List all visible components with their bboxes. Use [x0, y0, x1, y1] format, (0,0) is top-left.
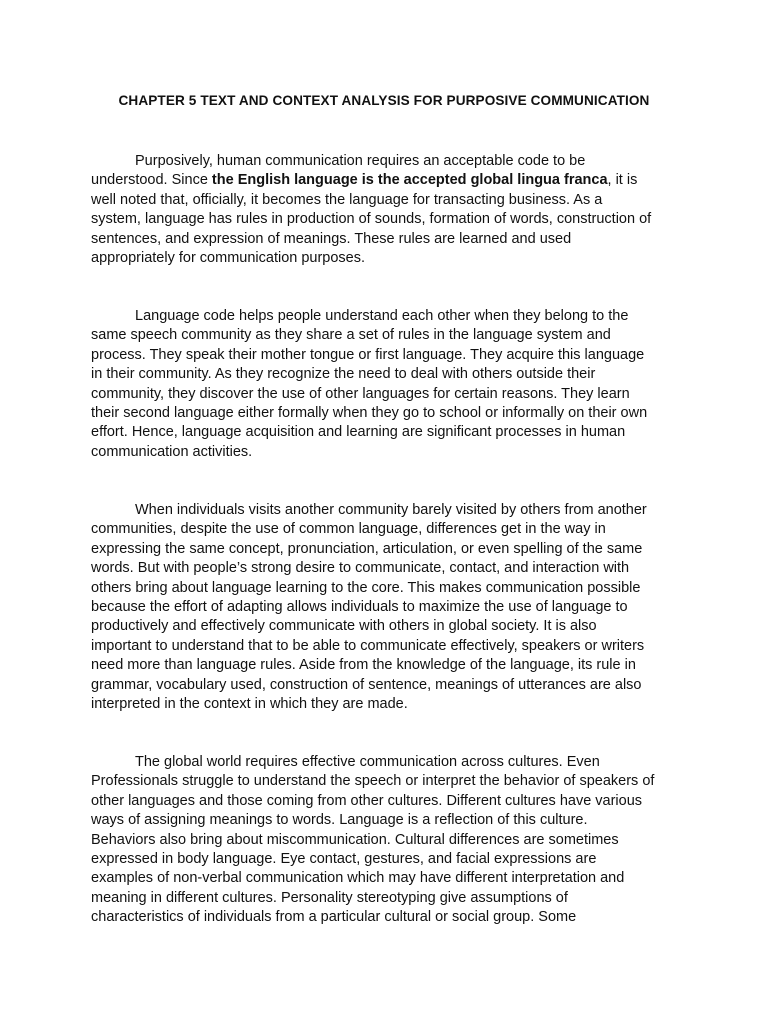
text-line: their second language either formally when they go to school or informally on their own: [91, 405, 648, 422]
text-line: The global world requires effective communication across cultures. Even: [135, 754, 600, 770]
text-line: appropriately for communication purposes.: [91, 250, 366, 267]
text-line: same speech community as they share a set of rules in the language system and: [91, 327, 611, 344]
text-line: expressed in body language. Eye contact, gestures, and facial expressions are: [91, 851, 597, 868]
paragraph-3: [91, 501, 647, 714]
text-line: communication activities.: [91, 443, 253, 460]
text-line: other languages and those coming from other cultures. Different cultures have various: [91, 792, 643, 809]
text-line: interpreted in the context in which they are made.: [91, 696, 408, 713]
text-line: meaning in different cultures. Personality stereotyping give assumptions of: [91, 889, 568, 906]
paragraph-1: [91, 152, 651, 268]
paragraph-4: [91, 753, 654, 928]
text-line: grammar, vocabulary used, construction of sentence, meanings of utterances are also: [91, 676, 642, 693]
text-line: because the effort of adapting allows individuals to maximize the use of language to: [91, 599, 628, 616]
text-line: Purposively, human communication requires an acceptable code to be: [135, 153, 586, 169]
bold-phrase: the English language is the accepted global lingua franca: [211, 172, 608, 189]
text-line: Professionals struggle to understand the speech or interpret the behavior of speakers of: [91, 773, 655, 790]
text-line: communities, despite the use of common language, differences get in the way in: [91, 521, 606, 538]
text-line: effort. Hence, language acquisition and learning are significant processes in human: [91, 424, 626, 441]
text-line: in their community. As they recognize the need to deal with others outside their: [91, 366, 596, 383]
text-line: When individuals visits another community barely visited by others from another: [135, 502, 647, 518]
text-line: ways of assigning meanings to words. Language is a reflection of this culture.: [91, 812, 588, 829]
text-line: others bring about language learning to the core. This makes communication possible: [91, 579, 641, 596]
paragraph-2: [91, 307, 647, 462]
text-line: characteristics of individuals from a particular cultural or social group. Some: [91, 909, 577, 926]
chapter-title: CHAPTER 5 TEXT AND CONTEXT ANALYSIS FOR PURPOSIVE COMMUNICATION: [118, 93, 650, 108]
text-line: process. They speak their mother tongue or first language. They acquire this language: [91, 346, 645, 363]
text-line: well noted that, officially, it becomes the language for transacting business. As a: [91, 191, 603, 208]
text-line: Language code helps people understand each other when they belong to the: [135, 308, 629, 324]
text-line: need more than language rules. Aside from the knowledge of the language, its rule in: [91, 657, 636, 674]
text-line: words. But with people’s strong desire to communicate, contact, and interaction with: [91, 560, 630, 577]
text-line: important to understand that to be able to communicate effectively, speakers or writers: [91, 637, 645, 654]
text-line: expressing the same concept, pronunciation, articulation, or even spelling of the same: [91, 540, 643, 557]
text-run: , it is: [607, 172, 638, 189]
text-run: understood. Since: [91, 172, 212, 189]
text-line: examples of non-verbal communication which may have different interpretation and: [91, 870, 625, 887]
text-line: sentences, and expression of meanings. These rules are learned and used: [91, 230, 572, 247]
text-line: [91, 171, 651, 190]
text-line: productively and effectively communicate with others in global society. It is also: [91, 618, 597, 635]
text-line: system, language has rules in production of sounds, formation of words, construction of: [91, 211, 652, 228]
text-line: community, they discover the use of other languages for certain reasons. They learn: [91, 385, 630, 402]
text-line: Behaviors also bring about miscommunication. Cultural differences are sometimes: [91, 831, 619, 848]
